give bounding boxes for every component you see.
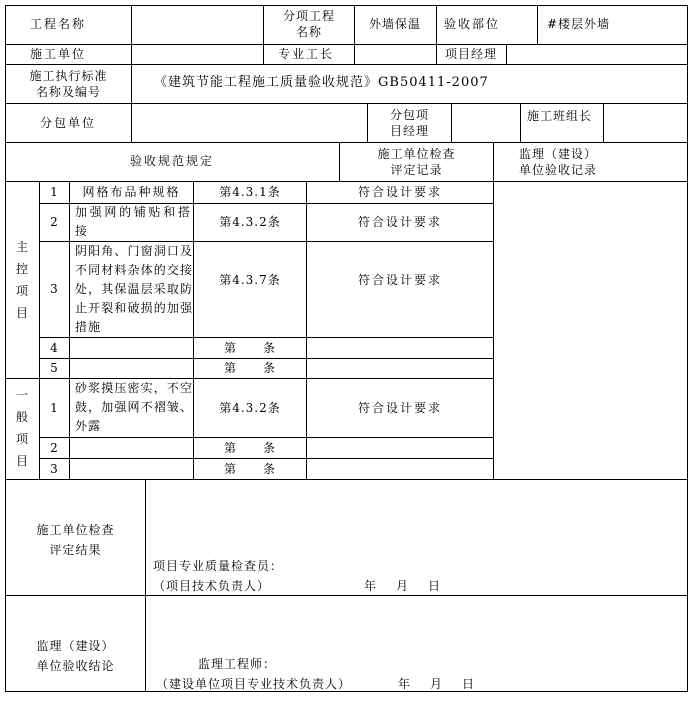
main-row-2-item: 加强网的铺贴和搭接 [75,205,191,238]
project-manager-label: 项目经理 [445,47,498,61]
grid-line [5,142,688,143]
construction-result-line1: 施工单位检查 [36,523,115,537]
standard-label-line2: 名称及编号 [35,85,101,99]
professional-foreman-label: 专业工长 [278,47,335,61]
supervision-column-header [494,146,622,178]
main-row-2-result: 符合设计要求 [357,215,442,229]
grid-line [5,64,688,65]
supervision-line2: 单位验收记录 [518,163,597,177]
subcontract-manager-line2: 目经理 [389,124,429,138]
project-name-label: 工程名称 [30,17,87,31]
grid-line [354,5,355,65]
main-items-group-label: 主控项目 [15,240,28,320]
general-row-1-item: 砂浆摸压密实，不空鼓，加强网不褶皱、外露 [75,381,193,433]
grid-line [39,437,494,438]
grid-line [687,5,688,692]
main-row-3-clause: 第4.3.7条 [219,273,281,287]
construction-result-line2: 评定结果 [49,543,102,557]
grid-line [5,181,688,182]
supervision-result-line1: 监理（建设） [36,639,115,653]
supervision-engineer-note: （建设单位项目专业技术负责人） [156,677,352,691]
quality-inspector-label: 项目专业质量检查员： [153,559,284,573]
supervision-result-label [6,636,145,676]
grid-line [5,44,688,45]
grid-line [145,479,146,692]
main-row-1-item: 网格布品种规格 [82,185,181,199]
grid-line [39,337,494,338]
grid-line [537,5,538,45]
main-row-3-no: 3 [50,282,59,296]
grid-line [506,44,507,65]
grid-line [5,5,6,692]
main-row-1-no: 1 [50,185,59,199]
grid-line [5,5,688,6]
subcontract-manager-line1: 分包项 [389,108,429,122]
general-row-3-clause: 第 条 [223,462,276,476]
sub-project-label-line2: 名称 [295,25,322,39]
main-row-3-item: 阴阳角、门窗洞口及不同材料杂体的交接处，其保温层采取防止开裂和破损的加强措施 [75,244,193,334]
team-leader-label: 施工班组长 [527,109,593,123]
sub-project-label [264,8,354,40]
general-row-1-clause: 第4.3.2条 [219,401,281,415]
standard-label [6,68,131,100]
general-items-group-label: 一般项目 [15,388,28,468]
standard-value: 《建筑节能工程施工质量验收规范》GB50411-2007 [154,75,489,90]
inspection-part-label: 验收部位 [444,17,501,31]
construction-check-column-header [340,146,493,178]
spec-column-header: 验收规范规定 [130,154,215,168]
grid-line [5,479,688,480]
main-row-2-no: 2 [50,215,59,229]
construction-check-line1: 施工单位检查 [377,147,456,161]
standard-label-line1: 施工执行标准 [29,69,108,83]
construction-check-line2: 评定记录 [390,163,443,177]
grid-line [436,5,437,65]
grid-line [39,358,494,359]
main-row-5-no: 5 [50,361,59,375]
construction-result-date: 年 月 日 [364,579,445,593]
sub-project-label-line1: 分项工程 [282,9,335,23]
general-row-1-no: 1 [50,401,59,415]
grid-line [39,458,494,459]
sub-project-value: 外墙保温 [369,17,422,31]
general-row-1-result: 符合设计要求 [357,401,442,415]
main-row-5-clause: 第 条 [223,361,276,375]
grid-line [131,103,132,143]
general-row-2-clause: 第 条 [223,441,276,455]
grid-line [493,181,494,480]
grid-line [520,103,521,143]
main-row-1-clause: 第4.3.1条 [219,185,281,199]
main-row-4-clause: 第 条 [223,341,276,355]
supervision-line1: 监理（建设） [518,147,597,161]
supervision-engineer-label: 监理工程师： [198,657,277,671]
quality-inspector-note: （项目技术负责人） [153,579,271,593]
grid-line [451,103,452,143]
general-row-3-no: 3 [50,462,59,476]
inspection-part-value: #楼层外墙 [547,17,611,31]
main-row-3-result: 符合设计要求 [357,273,442,287]
grid-line [603,103,604,143]
grid-line [5,595,688,596]
grid-line [5,103,688,104]
subcontract-unit-label: 分包单位 [40,116,97,130]
subcontract-manager-label [368,107,451,139]
main-row-2-clause: 第4.3.2条 [219,215,281,229]
grid-line [69,181,70,480]
general-row-2-no: 2 [50,441,59,455]
main-row-4-no: 4 [50,341,59,355]
main-row-1-result: 符合设计要求 [357,185,442,199]
construction-result-label [6,520,145,560]
supervision-result-line2: 单位验收结论 [36,659,115,673]
supervision-result-date: 年 月 日 [398,677,479,691]
grid-line [131,5,132,65]
construction-unit-label: 施工单位 [30,47,87,61]
grid-line [131,64,132,104]
